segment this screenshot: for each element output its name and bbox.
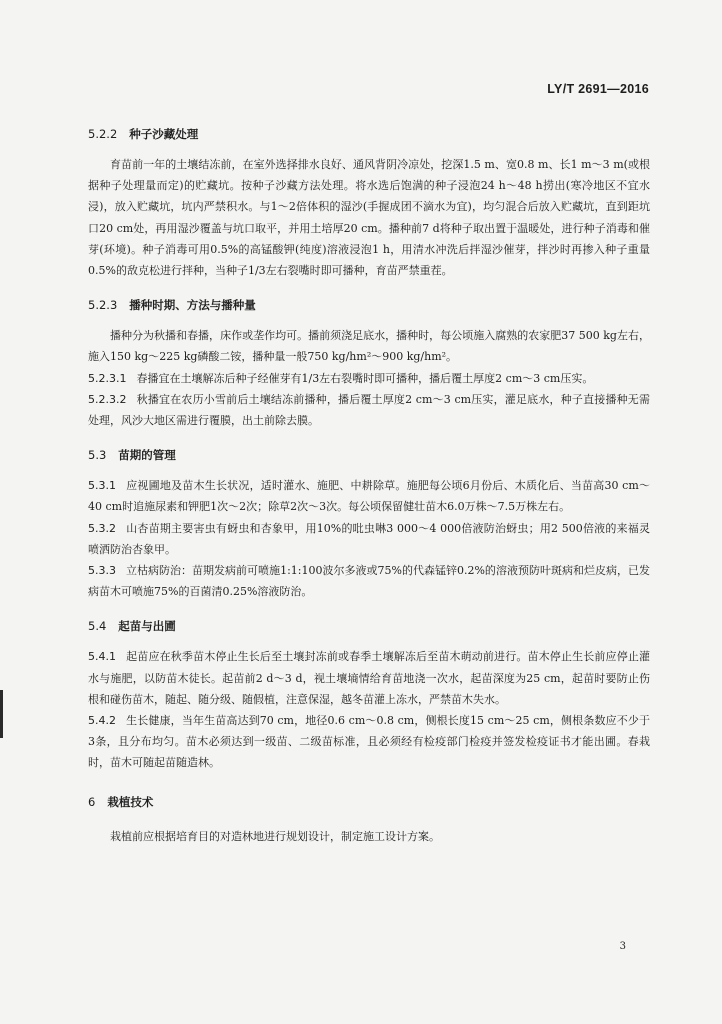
section-number: 5.4 <box>88 619 107 634</box>
clause-text: 春播宜在土壤解冻后种子经催芽有1/3左右裂嘴时即可播种，播后覆土厚度2 cm～3 cm压实。 <box>136 371 594 385</box>
paragraph-planting: 栽植前应根据培育目的对造林地进行规划设计，制定施工设计方案。 <box>110 829 440 843</box>
standard-code: LY/T 2691—2016 <box>547 82 649 96</box>
page-number: 3 <box>619 941 626 952</box>
clause-5-3-1 <box>88 475 650 517</box>
clause-number: 5.4.2 <box>88 714 116 728</box>
clause-text: 立枯病防治：苗期发病前可喷施1:1:100波尔多液或75%的代森锰锌0.2%的溶液预防叶斑病和烂皮病，已发病苗木可喷施75%的百菌清0.25%溶液防治。 <box>88 564 650 599</box>
clause-text: 应视圃地及苗木生长状况，适时灌水、施肥、中耕除草。施肥每公顷6月份后、木质化后、当苗高30 cm～40 cm时追施尿素和钾肥1次～2次；除草2次～3次。每公顷保留健壮苗木6.0万株～7.5万株左右。 <box>88 479 650 514</box>
clause-number: 5.2.3.1 <box>88 371 127 385</box>
section-number: 6 <box>88 794 96 809</box>
clause-5-2-3-1 <box>88 368 650 389</box>
section-heading-5-4 <box>88 616 650 636</box>
section-heading-5-2-2 <box>88 124 650 144</box>
section-title: 播种时期、方法与播种量 <box>129 298 256 313</box>
clause-number: 5.2.3.2 <box>88 392 127 406</box>
section-number: 5.2.3 <box>88 298 118 313</box>
section-title: 起苗与出圃 <box>118 619 176 634</box>
clause-number: 5.3.1 <box>88 479 116 493</box>
clause-5-2-3-2 <box>88 389 650 431</box>
clause-text: 生长健康，当年生苗高达到70 cm，地径0.6 cm～0.8 cm，侧根长度15 cm～25 cm，侧根条数应不少于3条，且分布均匀。苗木必须达到一级苗、二级苗标准，且必须经有检疫部门检疫并签发检疫证书才能出圃。春栽时，苗木可随起苗随造林。 <box>88 714 650 770</box>
clause-5-3-2 <box>88 518 650 560</box>
section-number: 5.2.2 <box>88 127 118 141</box>
paragraph-seed-storage: 育苗前一年的土壤结冻前，在室外选择排水良好、通风背阴冷凉处，挖深1.5 m、宽0.8 m、长1 m～3 m(或根据种子处理量而定)的贮藏坑。按种子沙藏方法处理。将水选后饱满的种子浸泡24 h～48 h捞出(寒冷地区不宜水浸)，放入贮藏坑，坑内严禁积水。与1～2倍体积的湿沙(手握成团不滴水为宜)，均匀混合后放入贮藏坑，直到距坑口20 cm处，再用湿沙覆盖与坑口取平，并用土培厚20 cm。播种前7 d将种子取出置于温暖处，进行种子消毒和催芽(环境)。种子消毒可用0.5%的高锰酸钾(纯度)溶液浸泡1 h，用清水冲洗后拌湿沙催芽，拌沙时再掺入种子重量0.5%的敌克松进行拌种，当种子1/3左右裂嘴时即可播种，育苗严禁重茬。 <box>88 158 650 278</box>
section-heading-6 <box>88 792 650 812</box>
clause-5-4-1 <box>88 646 650 710</box>
section-heading-5-2-3 <box>88 295 650 315</box>
paragraph-sowing: 播种分为秋播和春播，床作或垄作均可。播前须浇足底水，播种时，每公顷施入腐熟的农家肥37 500 kg左右，施入150 kg～225 kg磷酸二铵，播种量一般750 kg/hm²～900 kg/hm²。 <box>88 329 650 364</box>
clause-number: 5.3.2 <box>88 521 116 535</box>
section-title: 栽植技术 <box>107 794 154 809</box>
clause-text: 秋播宜在农历小雪前后土壤结冻前播种，播后覆土厚度2 cm～3 cm压实，灌足底水，种子直接播种无需处理，风沙大地区需进行覆膜，出土前除去膜。 <box>88 392 650 428</box>
clause-text: 起苗应在秋季苗木停止生长后至土壤封冻前或春季土壤解冻后至苗木萌动前进行。苗木停止生长前应停止灌水与施肥，以防苗木徒长。起苗前2 d～3 d，视土壤墒情给育苗地浇一次水，起苗深度为25 cm，起苗时要防止伤根和碰伤苗木，随起、随分级、随假植，注意保湿，越冬苗灌上冻水，严禁苗木失水。 <box>88 650 650 706</box>
clause-text: 山杏苗期主要害虫有蚜虫和杏象甲，用10%的吡虫啉3 000～4 000倍液防治蚜虫；用2 500倍液的来福灵喷洒防治杏象甲。 <box>88 521 650 556</box>
clause-number: 5.4.1 <box>88 650 116 664</box>
section-heading-5-3 <box>88 445 650 465</box>
section-number: 5.3 <box>88 448 107 463</box>
document-body <box>88 124 650 847</box>
clause-number: 5.3.3 <box>88 564 116 578</box>
clause-5-3-3 <box>88 560 650 602</box>
scan-edge-mark <box>0 690 3 738</box>
clause-5-4-2 <box>88 710 650 774</box>
section-title: 种子沙藏处理 <box>129 127 199 141</box>
section-title: 苗期的管理 <box>118 448 176 463</box>
